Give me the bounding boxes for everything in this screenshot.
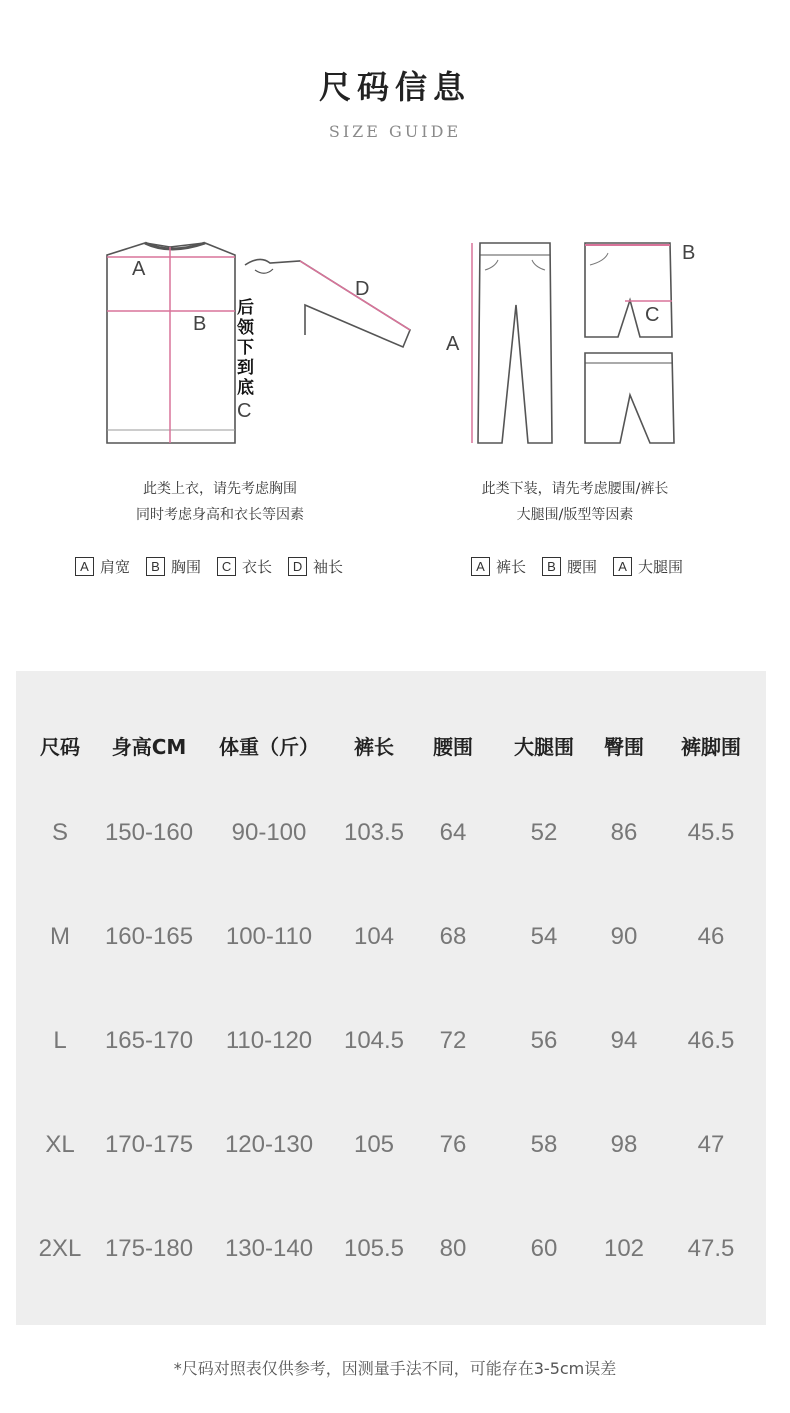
label-c: C: [237, 400, 252, 422]
table-cell: 46.5: [687, 1027, 735, 1054]
bottom-garment-description: [450, 476, 700, 528]
table-cell: 72: [439, 1027, 467, 1054]
label-b: B: [682, 242, 696, 264]
shirt-drawing: [95, 225, 420, 450]
legend-item: [217, 556, 272, 577]
table-cell: S: [51, 819, 69, 846]
table-cell: 110-120: [225, 1027, 313, 1054]
table-cell: 104.5: [343, 1027, 405, 1054]
legend-key: A: [613, 557, 632, 576]
legend-item: [542, 556, 597, 577]
table-cell: 103.5: [343, 819, 405, 846]
table-cell: 56: [530, 1027, 558, 1054]
table-cell: XL: [45, 1131, 75, 1158]
table-row: [16, 1235, 766, 1269]
table-cell: 105: [353, 1131, 395, 1158]
table-cell: 98: [610, 1131, 638, 1158]
table-cell: 46: [697, 923, 725, 950]
table-cell: 54: [530, 923, 558, 950]
label-a: A: [132, 258, 146, 280]
legend-label: 袖长: [313, 558, 344, 576]
table-row: [16, 1131, 766, 1165]
label-a: A: [446, 333, 460, 355]
table-cell: 80: [439, 1235, 467, 1262]
table-header-cell: 身高CM: [111, 735, 187, 759]
legend-item: [613, 556, 683, 577]
table-cell: 105.5: [343, 1235, 405, 1262]
legend-key: B: [542, 557, 561, 576]
table-header-row: [16, 731, 766, 761]
table-cell: 2XL: [38, 1235, 82, 1262]
table-header-cell: 裤长: [354, 735, 394, 759]
table-header-cell: 腰围: [433, 735, 473, 759]
table-cell: 175-180: [104, 1235, 194, 1262]
legend-label: 胸围: [171, 558, 202, 576]
table-cell: 90: [610, 923, 638, 950]
table-cell: 170-175: [104, 1131, 194, 1158]
top-garment-description: [95, 476, 345, 528]
table-row: [16, 819, 766, 853]
table-cell: 102: [603, 1235, 645, 1262]
legend-key: B: [146, 557, 165, 576]
table-cell: 100-110: [225, 923, 313, 950]
table-cell: 58: [530, 1131, 558, 1158]
table-cell: 60: [530, 1235, 558, 1262]
page-subtitle: SIZE GUIDE: [328, 122, 462, 141]
bottom-garment-diagram: [440, 225, 710, 450]
bottom-garment-legend: [471, 556, 699, 577]
table-cell: 160-165: [104, 923, 194, 950]
measurement-disclaimer: *尺码对照表仅供参考，因测量手法不同，可能存在3-5cm误差: [173, 1359, 617, 1378]
table-cell: 90-100: [231, 819, 307, 846]
legend-key: C: [217, 557, 236, 576]
page-title: 尺码信息: [318, 68, 471, 106]
legend-key: D: [288, 557, 307, 576]
legend-label: 裤长: [496, 558, 527, 576]
size-table: [16, 671, 766, 1325]
desc-line: 大腿围/版型等因素: [516, 507, 634, 523]
table-cell: 165-170: [104, 1027, 194, 1054]
desc-line: 此类下装，请先考虑腰围/裤长: [481, 481, 669, 497]
table-cell: 120-130: [224, 1131, 314, 1158]
label-d: D: [355, 278, 370, 300]
legend-item: [75, 556, 130, 577]
legend-label: 大腿围: [638, 558, 684, 576]
table-header-cell: 体重（斤）: [219, 735, 319, 759]
table-row: [16, 1027, 766, 1061]
table-header-cell: 尺码: [40, 735, 80, 759]
table-cell: 94: [610, 1027, 638, 1054]
table-header-cell: 裤脚围: [681, 735, 741, 759]
desc-line: 此类上衣，请先考虑胸围: [143, 481, 297, 497]
table-cell: 104: [353, 923, 395, 950]
label-b: B: [193, 313, 207, 335]
table-header-cell: 大腿围: [514, 735, 574, 759]
table-cell: 52: [530, 819, 558, 846]
legend-key: A: [471, 557, 490, 576]
table-cell: 45.5: [687, 819, 735, 846]
pants-drawing: [440, 225, 710, 450]
table-cell: M: [50, 923, 70, 950]
table-cell: 150-160: [104, 819, 194, 846]
table-cell: 86: [610, 819, 638, 846]
legend-label: 腰围: [567, 558, 598, 576]
table-row: [16, 923, 766, 957]
table-cell: 47: [697, 1131, 725, 1158]
desc-line: 同时考虑身高和衣长等因素: [136, 507, 304, 523]
legend-item: [146, 556, 201, 577]
legend-item: [471, 556, 526, 577]
table-cell: 130-140: [224, 1235, 314, 1262]
legend-label: 肩宽: [100, 558, 131, 576]
top-garment-diagram: [95, 225, 420, 450]
table-header-cell: 臀围: [604, 735, 644, 759]
table-cell: 47.5: [687, 1235, 735, 1262]
legend-key: A: [75, 557, 94, 576]
table-cell: 68: [439, 923, 467, 950]
table-cell: L: [53, 1027, 67, 1054]
table-cell: 76: [439, 1131, 467, 1158]
collar-to-hem-note: 后 领 下 到 底: [237, 298, 254, 398]
top-garment-legend: [75, 556, 359, 577]
table-cell: 64: [439, 819, 467, 846]
legend-item: [288, 556, 343, 577]
legend-label: 衣长: [242, 558, 273, 576]
label-c: C: [645, 304, 660, 326]
